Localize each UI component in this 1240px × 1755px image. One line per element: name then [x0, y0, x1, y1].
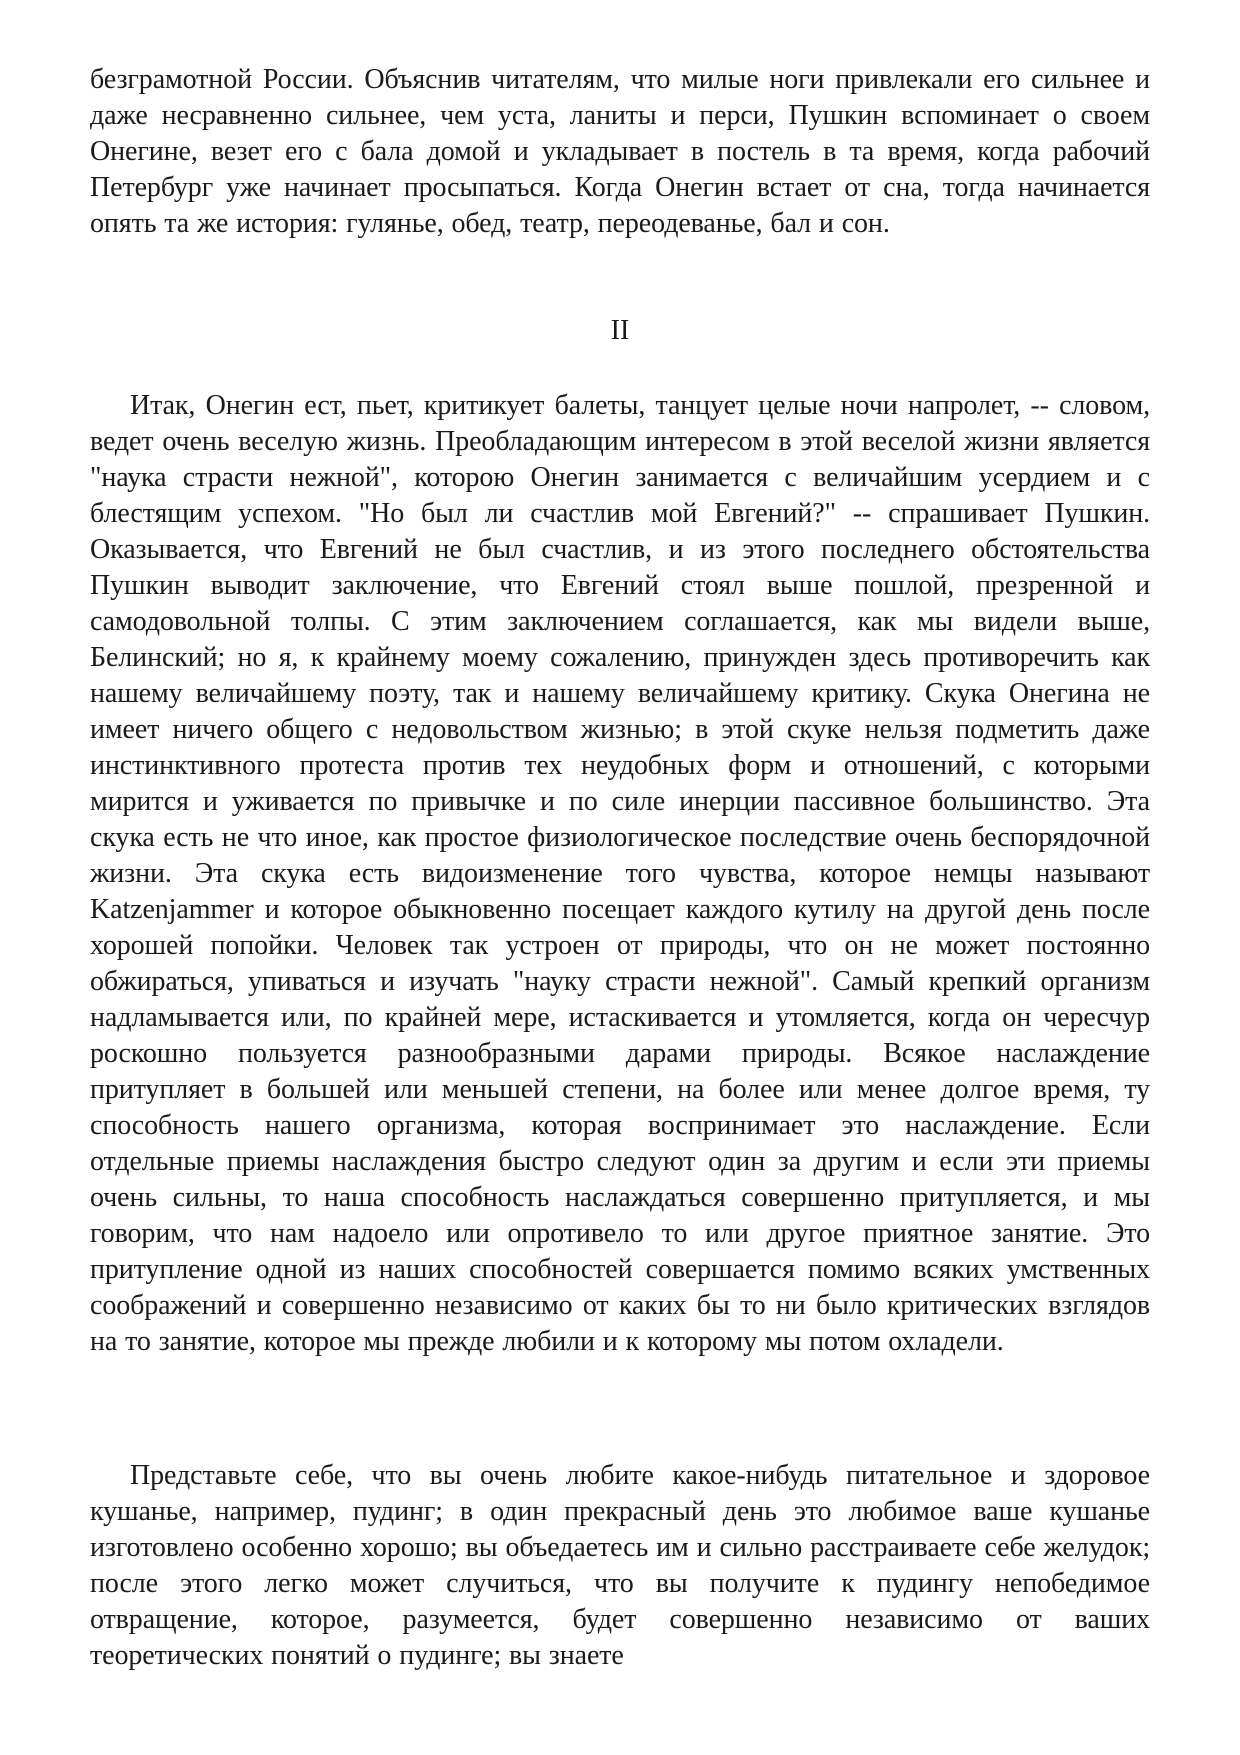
paragraph-continued: безграмотной России. Объяснив читателям, что милые ноги привлекали его сильнее и даже несравненно сильнее, чем уста, ланиты и перси, Пушкин вспоминает о своем Онегине, везет его с бала домой и укладывает в постель в та время, когда рабочий Петербург уже начинает просыпаться. Когда Онегин встает от сна, тогда начинается опять та же история: гулянье, обед, театр, переодеванье, бал и сон. [90, 64, 1150, 239]
section-heading: II [610, 315, 630, 346]
paragraph-onegin-boredom: Итак, Онегин ест, пьет, критикует балеты, танцует целые ночи напролет, -- словом, ведет очень веселую жизнь. Преобладающим интересом в этой веселой жизни является "наука страсти нежной", которою Онегин занимается с величайшим усердием и с блестящим успехом. "Но был ли счастлив мой Евгений?" -- спрашивает Пушкин. Оказывается, что Евгений не был счастлив, и из этого последнего обстоятельства Пушкин выводит заключение, что Евгений стоял выше пошлой, презренной и самодовольной толпы. С этим заключением соглашается, как мы видели выше, Белинский; но я, к крайнему моему сожалению, принужден здесь противоречить как нашему величайшему поэту, так и нашему величайшему критику. Скука Онегина не имеет ничего общего с недовольством жизнью; в этой скуке нельзя подметить даже инстинктивного протеста против тех неудобных форм и отношений, с которыми мирится и уживается по привычке и по силе инерции пассивное большинство. Эта скука есть не что иное, как простое физиологическое последствие очень беспорядочной жизни. Эта скука есть видоизменение того чувства, которое немцы называют Katzenjammer и которое обыкновенно посещает каждого кутилу на другой день после хорошей попойки. Человек так устроен от природы, что он не может постоянно обжираться, упиваться и изучать "науку страсти нежной". Самый крепкий организм надламывается или, по крайней мере, истаскивается и утомляется, когда он чересчур роскошно пользуется разнообразными дарами природы. Всякое наслаждение притупляет в большей или меньшей степени, на более или менее долгое время, ту способность нашего организма, которая воспринимает это наслаждение. Если отдельные приемы наслаждения быстро следуют один за другим и если эти приемы очень сильны, то наша способность наслаждаться совершенно притупляется, и мы говорим, что нам надоело или опротивело то или другое приятное занятие. Это притупление одной из наших способностей совершается помимо всяких умственных соображений и совершенно независимо от каких бы то ни было критических взглядов на то занятие, которое мы прежде любили и к которому мы потом охладели. [90, 390, 1150, 1357]
paragraph-pudding-example: Представьте себе, что вы очень любите какое-нибудь питательное и здоровое кушанье, например, пудинг; в один прекрасный день это любимое ваше кушанье изготовлено особенно хорошо; вы объедаетесь им и сильно расстраиваете себе желудок; после этого легко может случиться, что вы получите к пудингу непобедимое отвращение, которое, разумеется, будет совершенно независимо от ваших теоретических понятий о пудинге; вы знаете [90, 1460, 1150, 1671]
